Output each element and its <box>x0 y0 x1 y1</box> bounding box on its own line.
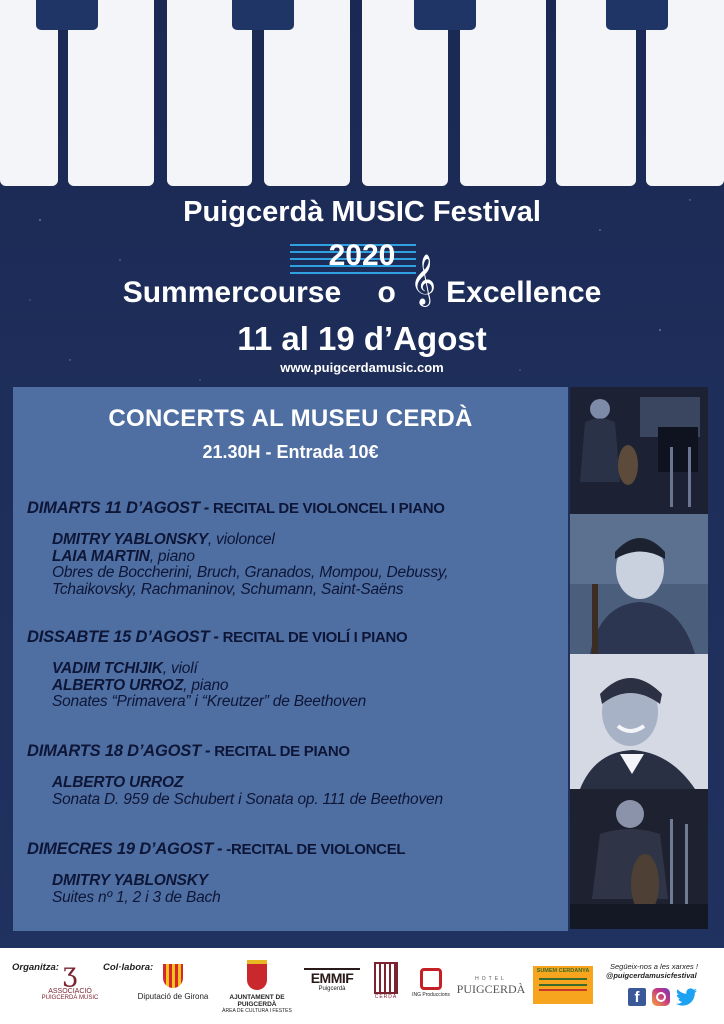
social-text: Següeix-nos a les xarxes ! <box>610 962 698 971</box>
recital-type: RECITAL DE VIOLONCEL I PIANO <box>213 500 445 517</box>
coat-of-arms-icon <box>163 964 183 988</box>
performer-line: LAIA MARTIN, piano <box>52 547 195 565</box>
treble-clef-icon: 𝄞 <box>410 254 437 305</box>
festival-subtitle <box>0 276 724 310</box>
logo-associacio-puigcerda-music: ʒ ASSOCIACIÓ PUIGCERDÀ MUSIC <box>28 958 112 1001</box>
sponsors-footer <box>0 948 724 1024</box>
photo-vadim-tchijik <box>570 654 708 789</box>
subtitle-left: Summercourse <box>122 276 342 309</box>
concert-details <box>52 532 572 598</box>
recital-type: RECITAL DE VIOLÍ I PIANO <box>222 629 408 646</box>
concert-3 <box>27 742 572 808</box>
concert-date: DIMECRES 19 D’AGOST <box>27 840 213 858</box>
concert-header: DIMECRES 19 D’AGOST - -RECITAL DE VIOLONCEL <box>27 840 406 858</box>
program-line: Tchaikovsky, Rachmaninov, Schumann, Saint-Saëns <box>52 580 404 598</box>
recital-type: -RECITAL DE VIOLONCEL <box>226 841 406 858</box>
logo-ing-produccions: ING Produccions <box>410 968 452 998</box>
piano-keys-graphic <box>0 0 724 190</box>
photo-cello-piano-duo <box>570 387 708 514</box>
performer-line: ALBERTO URROZ <box>52 774 184 791</box>
subtitle-right: Excellence <box>446 276 602 309</box>
logo-diputacio-girona: Diputació de Girona <box>132 964 214 1001</box>
program-line: Obres de Boccherini, Bruch, Granados, Mompou, Debussy, <box>52 564 449 581</box>
concert-2 <box>27 628 572 711</box>
organitza-label: Organitza: <box>12 962 59 973</box>
black-key <box>232 0 294 30</box>
festival-year: 2020 <box>328 239 396 272</box>
concert-header: DISSABTE 15 D’AGOST - RECITAL DE VIOLÍ I PIANO <box>27 628 408 646</box>
panel-title: CONCERTS AL MUSEU CERDÀ <box>108 405 473 432</box>
concert-details <box>52 775 572 808</box>
program-line: Suites nº 1, 2 i 3 de Bach <box>52 888 221 906</box>
website-link[interactable]: www.puigcerdamusic.com <box>280 360 444 375</box>
concert-header: DIMARTS 11 D’AGOST - RECITAL DE VIOLONCEL I PIANO <box>27 499 445 517</box>
collabora-label: Col·labora: <box>103 962 154 973</box>
black-key <box>36 0 98 30</box>
twitter-icon[interactable] <box>676 988 698 1006</box>
concert-header: DIMARTS 18 D’AGOST - RECITAL DE PIANO <box>27 742 350 760</box>
performer-line: ALBERTO URROZ, piano <box>52 676 229 694</box>
concert-date: DISSABTE 15 D’AGOST <box>27 628 210 646</box>
facebook-icon[interactable]: f <box>628 988 646 1006</box>
social-handle: @puigcerdamusicfestival <box>606 971 697 980</box>
ing-square-icon <box>420 968 442 990</box>
concert-1 <box>27 499 572 598</box>
concert-details <box>52 661 572 711</box>
program-line: Sonates “Primavera” i “Kreutzer” de Beethoven <box>52 693 367 710</box>
photo-alberto-urroz <box>570 789 708 929</box>
concerts-panel <box>13 387 568 931</box>
time-price: 21.30H - Entrada 10€ <box>202 442 379 462</box>
music-swirl-icon: ʒ <box>62 958 78 988</box>
coat-of-arms-icon <box>247 960 267 990</box>
festival-name: Puigcerdà MUSIC Festival <box>183 196 541 228</box>
logo-sumem-cerdanya: SUMEM CERDANYA <box>533 966 593 1004</box>
performer-line: DMITRY YABLONSKY <box>52 872 208 889</box>
concert-details <box>52 873 572 906</box>
performer-line: VADIM TCHIJIK, violí <box>52 660 198 677</box>
black-key <box>606 0 668 30</box>
program-line: Sonata D. 959 de Schubert i Sonata op. 111 de Beethoven <box>52 790 443 808</box>
concert-date: DIMARTS 11 D’AGOST <box>27 499 200 517</box>
logo-emmif: EMMIF Puigcerdà <box>304 968 360 992</box>
concert-4 <box>27 840 572 906</box>
festival-dates: 11 al 19 d’Agost <box>237 320 487 357</box>
subtitle-of: o <box>377 276 396 309</box>
logo-museu-cerda: CERDÀ <box>366 962 406 1000</box>
logo-ajuntament-puigcerda: AJUNTAMENT DE PUIGCERDÀ ÀREA DE CULTURA I FESTES <box>214 960 300 1014</box>
recital-type: RECITAL DE PIANO <box>214 743 350 760</box>
instagram-icon[interactable] <box>652 988 670 1006</box>
logo-hotel-puigcerda: HOTEL PUIGCERDÀ <box>456 976 526 996</box>
black-key <box>414 0 476 30</box>
performer-line: DMITRY YABLONSKY, violoncel <box>52 531 275 548</box>
photo-dmitry-yablonsky <box>570 514 708 654</box>
concert-date: DIMARTS 18 D’AGOST <box>27 742 201 760</box>
museum-building-icon <box>374 962 398 994</box>
